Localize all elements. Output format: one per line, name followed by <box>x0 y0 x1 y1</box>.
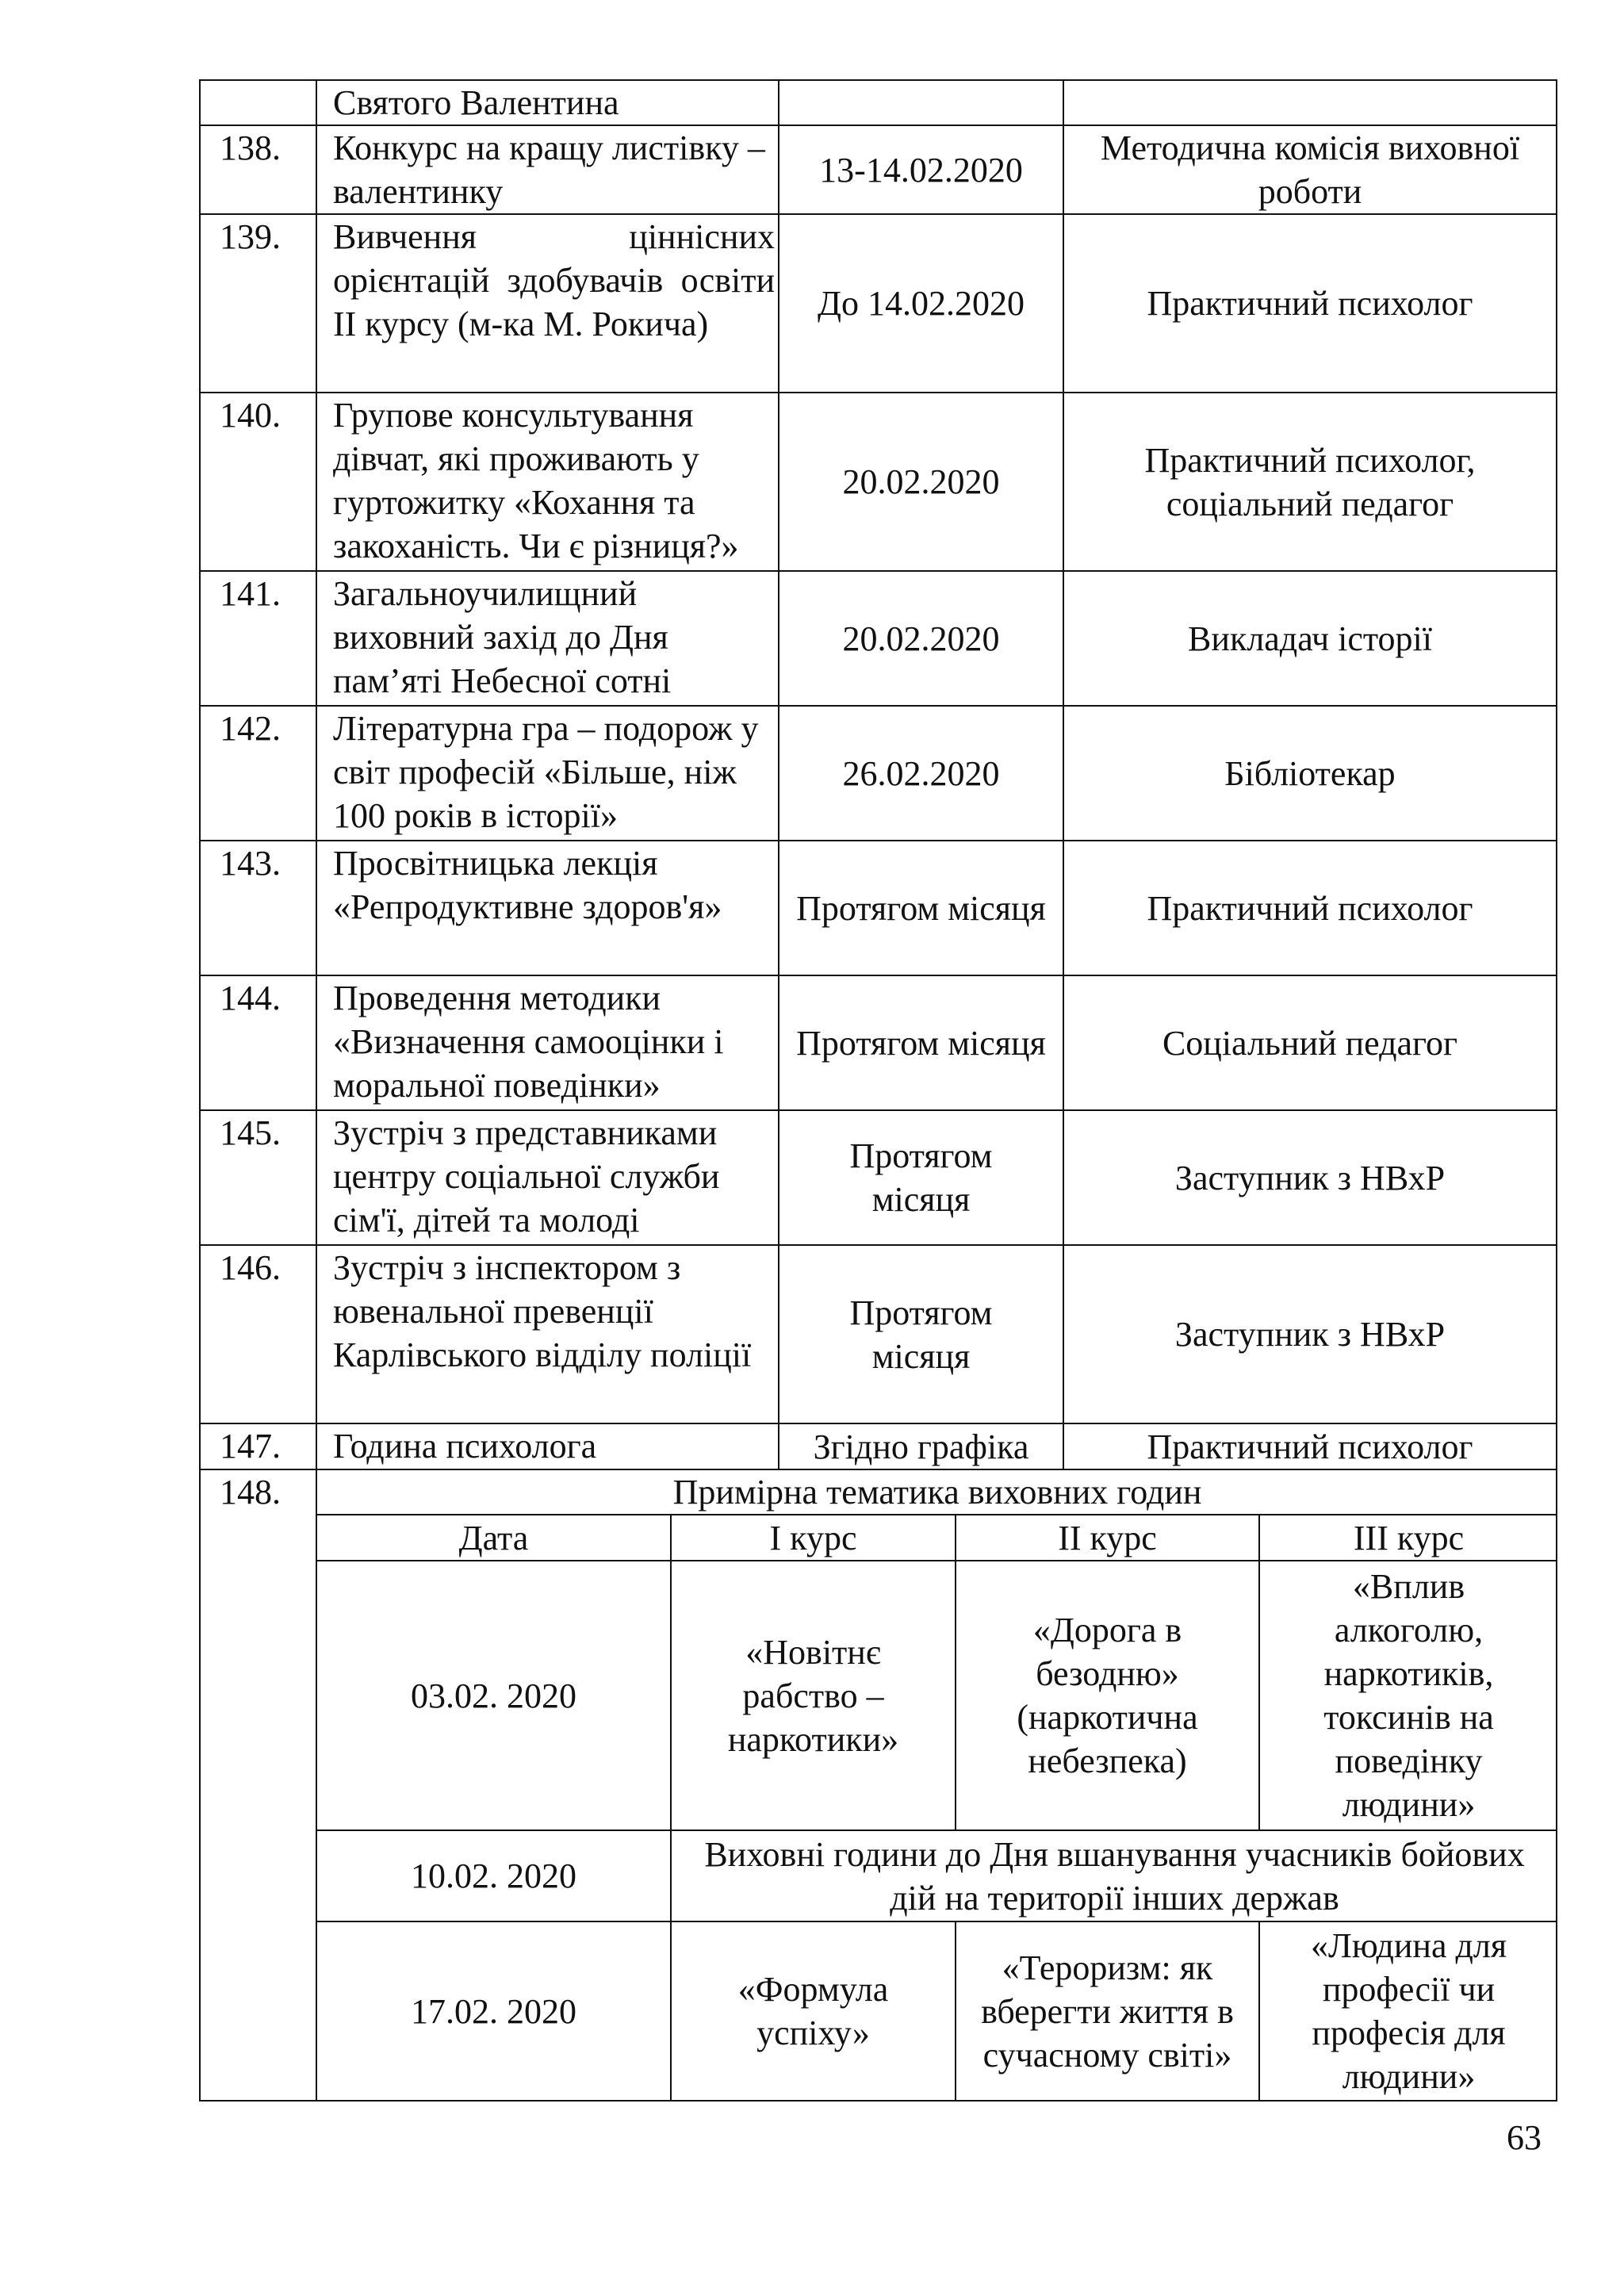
row-number: 148. <box>200 1469 316 2101</box>
theme-course-1: «Новітнє рабство – наркотики» <box>671 1561 956 1830</box>
theme-course-2: «Дорога в безодню» (наркотична небезпека) <box>956 1561 1259 1830</box>
row-number: 139. <box>200 214 316 393</box>
themes-cell <box>316 1469 1557 2101</box>
class-hours-themes-table <box>317 1470 1557 2100</box>
table-row <box>200 1469 1557 2101</box>
theme-course-2: «Тероризм: як вберегти життя в сучасному світі» <box>956 1921 1259 2100</box>
column-header-course-1: І курс <box>671 1515 956 1561</box>
event-date: Протягом місяця <box>779 841 1063 975</box>
table-row <box>200 1423 1557 1469</box>
event-title: Проведення методики «Визначення самооцінки і моральної поведінки» <box>316 975 779 1110</box>
row-number: 144. <box>200 975 316 1110</box>
event-date: Протягом місяця <box>779 975 1063 1110</box>
events-plan-table <box>199 79 1557 2102</box>
theme-date: 10.02. 2020 <box>317 1830 671 1921</box>
event-responsible: Практичний психолог, соціальний педагог <box>1063 393 1557 571</box>
table-row <box>200 571 1557 706</box>
column-header-course-2: ІІ курс <box>956 1515 1259 1561</box>
table-row <box>200 214 1557 393</box>
event-date <box>779 80 1063 125</box>
event-date: 13-14.02.2020 <box>779 125 1063 214</box>
theme-course-3: «Вплив алкоголю, наркотиків, токсинів на поведінку людини» <box>1259 1561 1557 1830</box>
theme-all-courses: Виховні години до Дня вшанування учасників бойових дій на території інших держав <box>671 1830 1557 1921</box>
table-row <box>200 1110 1557 1245</box>
event-title: Година психолога <box>316 1423 779 1469</box>
theme-date: 17.02. 2020 <box>317 1921 671 2100</box>
table-row <box>200 393 1557 571</box>
theme-course-1: «Формула успіху» <box>671 1921 956 2100</box>
event-title: Зустріч з представниками центру соціальної служби сім'ї, дітей та молоді <box>316 1110 779 1245</box>
event-title: Вивчення ціннісних орієнтацій здобувачів освіти ІІ курсу (м-ка М. Рокича) <box>316 214 779 393</box>
event-responsible: Заступник з НВхР <box>1063 1110 1557 1245</box>
row-number: 142. <box>200 706 316 841</box>
row-number: 147. <box>200 1423 316 1469</box>
themes-row <box>317 1921 1557 2100</box>
themes-row <box>317 1561 1557 1830</box>
theme-course-3: «Людина для професії чи професія для людини» <box>1259 1921 1557 2100</box>
row-number: 140. <box>200 393 316 571</box>
page-number: 63 <box>1507 2118 1542 2157</box>
table-row <box>200 975 1557 1110</box>
row-number <box>200 80 316 125</box>
row-number: 138. <box>200 125 316 214</box>
table-row <box>200 125 1557 214</box>
table-row <box>200 706 1557 841</box>
row-number: 145. <box>200 1110 316 1245</box>
event-title: Зустріч з інспектором з ювенальної превенції Карлівського відділу поліції <box>316 1245 779 1423</box>
event-title: Літературна гра – подорож у світ професій «Більше, ніж 100 років в історії» <box>316 706 779 841</box>
event-date: Протягом місяця <box>779 1245 1063 1423</box>
themes-title-row <box>317 1470 1557 1515</box>
theme-date: 03.02. 2020 <box>317 1561 671 1830</box>
event-responsible: Практичний психолог <box>1063 841 1557 975</box>
column-header-course-3: ІІІ курс <box>1259 1515 1557 1561</box>
event-responsible: Соціальний педагог <box>1063 975 1557 1110</box>
event-date: 20.02.2020 <box>779 393 1063 571</box>
event-date: 26.02.2020 <box>779 706 1063 841</box>
event-title: Конкурс на кращу листівку – валентинку <box>316 125 779 214</box>
event-responsible <box>1063 80 1557 125</box>
event-responsible: Практичний психолог <box>1063 214 1557 393</box>
event-date: Протягом місяця <box>779 1110 1063 1245</box>
event-responsible: Викладач історії <box>1063 571 1557 706</box>
event-responsible: Методична комісія виховної роботи <box>1063 125 1557 214</box>
table-row <box>200 80 1557 125</box>
event-title: Групове консультування дівчат, які проживають у гуртожитку «Кохання та закоханість. Чи є різниця?» <box>316 393 779 571</box>
event-responsible: Практичний психолог <box>1063 1423 1557 1469</box>
event-date: Згідно графіка <box>779 1423 1063 1469</box>
row-number: 146. <box>200 1245 316 1423</box>
themes-header-row <box>317 1515 1557 1561</box>
event-title: Святого Валентина <box>316 80 779 125</box>
themes-row <box>317 1830 1557 1921</box>
event-date: 20.02.2020 <box>779 571 1063 706</box>
themes-title: Примірна тематика виховних годин <box>317 1470 1557 1515</box>
row-number: 143. <box>200 841 316 975</box>
event-title: Загальноучилищний виховний захід до Дня пам’яті Небесної сотні <box>316 571 779 706</box>
table-row <box>200 1245 1557 1423</box>
event-responsible: Бібліотекар <box>1063 706 1557 841</box>
column-header-date: Дата <box>317 1515 671 1561</box>
table-row <box>200 841 1557 975</box>
row-number: 141. <box>200 571 316 706</box>
event-title: Просвітницька лекція «Репродуктивне здоров'я» <box>316 841 779 975</box>
event-date: До 14.02.2020 <box>779 214 1063 393</box>
event-responsible: Заступник з НВхР <box>1063 1245 1557 1423</box>
